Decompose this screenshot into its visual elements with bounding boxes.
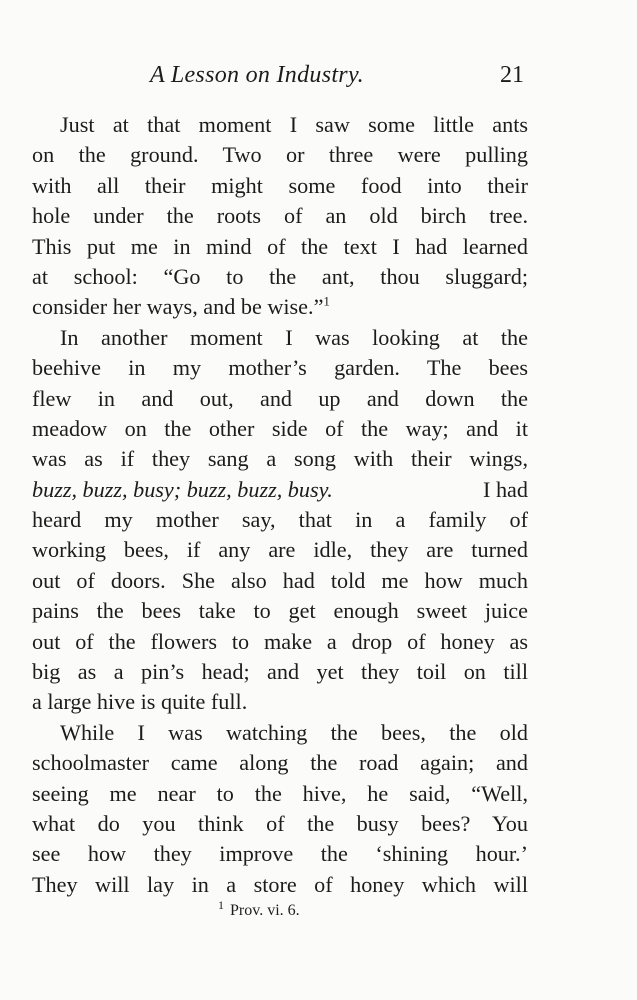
- running-title: A Lesson on Industry.: [150, 62, 364, 88]
- text-line: They will lay in a store of honey which will: [32, 871, 528, 897]
- text-line: on the ground. Two or three were pulling: [32, 142, 528, 168]
- text-line: Just at that moment I saw some little ants: [60, 112, 528, 137]
- footnote: [218, 897, 300, 920]
- text-line: see how they improve the ‘shining hour.’: [32, 841, 528, 867]
- footnote-text: Prov. vi. 6.: [230, 902, 300, 919]
- text-line: pains the bees take to get enough sweet juice: [32, 598, 528, 624]
- text-line: with all their might some food into their: [32, 172, 528, 198]
- page-number: 21: [500, 62, 524, 88]
- italic-phrase: buzz, buzz, busy; buzz, buzz, busy.: [32, 476, 333, 502]
- text-line-tail: I had: [483, 476, 528, 502]
- text-line: at school: “Go to the ant, thou sluggard;: [32, 263, 528, 289]
- text-line: heard my mother say, that in a family of: [32, 507, 528, 533]
- text-line: hole under the roots of an old birch tree.: [32, 203, 528, 229]
- text-line: In another moment I was looking at the: [60, 324, 528, 350]
- text-line: what do you think of the busy bees? You: [32, 810, 528, 836]
- footnote-reference: 1: [323, 293, 330, 309]
- text-line: beehive in my mother’s garden. The bees: [32, 355, 528, 381]
- text-line-content: consider her ways, and be wise.”: [32, 294, 324, 320]
- text-line: seeing me near to the hive, he said, “Well,: [32, 780, 528, 806]
- text-line: flew in and out, and up and down the: [32, 385, 528, 411]
- text-line: was as if they sang a song with their wings,: [32, 446, 528, 472]
- text-line: [32, 475, 528, 505]
- text-line: While I was watching the bees, the old: [60, 719, 528, 745]
- body-text: [32, 110, 528, 900]
- page-header: [0, 62, 637, 96]
- text-line: working bees, if any are idle, they are turned: [32, 537, 528, 563]
- text-line: [32, 292, 528, 322]
- text-line: This put me in mind of the text I had learned: [32, 233, 528, 259]
- footnote-mark: 1: [218, 897, 224, 912]
- text-line: out of doors. She also had told me how much: [32, 567, 528, 593]
- text-line: meadow on the other side of the way; and it: [32, 415, 528, 441]
- text-line: out of the flowers to make a drop of honey as: [32, 628, 528, 654]
- text-line: a large hive is quite full.: [32, 689, 248, 715]
- text-line: big as a pin’s head; and yet they toil on till: [32, 659, 528, 685]
- text-line: schoolmaster came along the road again; and: [32, 750, 528, 776]
